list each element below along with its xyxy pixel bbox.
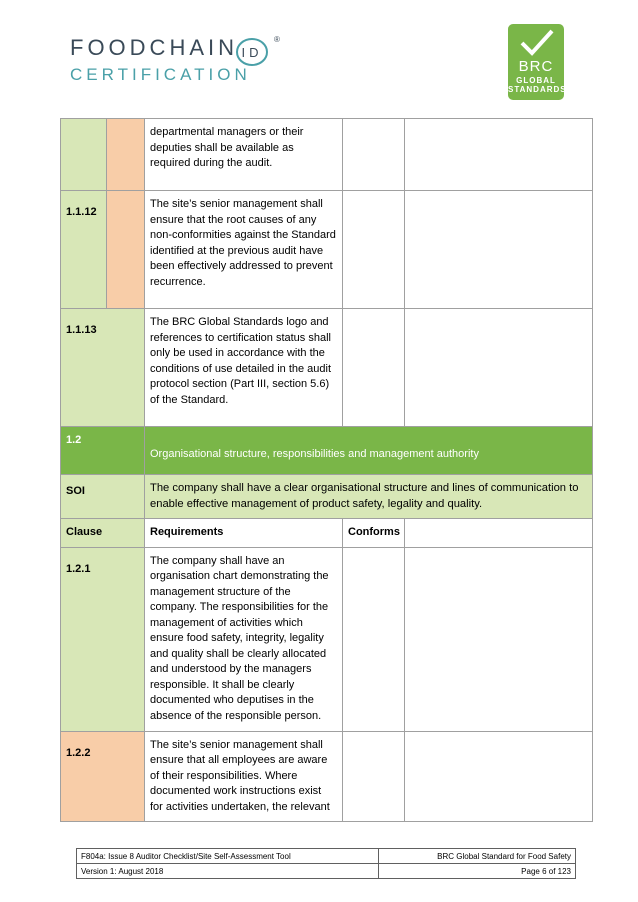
- marker-cell: [107, 191, 145, 309]
- requirement-text: The company shall have an organisation chart demonstrating the management structure of the company. The responsibilities for the management of activities which ensure food safety, integrity, legality and quality shall be clearly allocated and understood by the managers responsible. It shall be clearly documented who deputises in the absence of the responsible person.: [145, 547, 343, 731]
- soi-text: The company shall have a clear organisational structure and lines of communication to enable effective management of product safety, legality and quality.: [145, 475, 593, 519]
- checklist-table: [60, 118, 593, 822]
- checkmark-icon: [516, 28, 556, 58]
- requirement-text: The site’s senior management shall ensure that the root causes of any non-conformities against the Standard identified at the previous audit have been effectively addressed to prevent recurrence.: [145, 191, 343, 309]
- section-row: [61, 427, 593, 475]
- comments-cell[interactable]: [405, 547, 593, 731]
- conforms-cell[interactable]: [343, 191, 405, 309]
- logo-text-certification: CERTIFICATION: [70, 65, 251, 84]
- clause-number: 1.1.12: [61, 191, 107, 309]
- footer-standard: BRC Global Standard for Food Safety: [378, 849, 575, 864]
- brc-global-text: [508, 76, 567, 94]
- marker-cell: [107, 119, 145, 191]
- footer-version: Version 1: August 2018: [77, 864, 379, 879]
- logo-line1: [70, 35, 284, 61]
- page-footer: [76, 848, 576, 879]
- header-row: [61, 519, 593, 548]
- brc-global: GLOBAL: [516, 76, 556, 85]
- comments-cell[interactable]: [405, 119, 593, 191]
- clause-number: 1.2.1: [61, 547, 145, 731]
- column-header-requirements: Requirements: [145, 519, 343, 548]
- conforms-cell[interactable]: [343, 731, 405, 822]
- table-row: [61, 309, 593, 427]
- registered-mark: ®: [274, 35, 284, 44]
- soi-label: SOI: [61, 475, 145, 519]
- brc-logo: [508, 24, 567, 100]
- brc-text: BRC: [518, 58, 554, 75]
- foodchain-logo: [70, 35, 284, 85]
- section-number: 1.2: [61, 427, 145, 475]
- column-header-clause: Clause: [61, 519, 145, 548]
- logo-text-foodchain: FOODCHAIN: [70, 35, 238, 60]
- clause-number: 1.2.2: [61, 731, 145, 822]
- id-badge-icon: [235, 37, 269, 67]
- section-title: Organisational structure, responsibilities and management authority: [145, 427, 593, 475]
- table-row: [61, 119, 593, 191]
- requirement-text: The BRC Global Standards logo and references to certification status shall only be used in accordance with the conditions of use detailed in the audit protocol section (Part III, section 5.6) of the Standard.: [145, 309, 343, 427]
- id-badge-text: ID: [241, 45, 263, 60]
- conforms-cell[interactable]: [343, 309, 405, 427]
- requirement-text: departmental managers or their deputies shall be available as required during the audit.: [145, 119, 343, 191]
- requirement-text: The site’s senior management shall ensure that all employees are aware of their responsibilities. Where documented work instructions exist for activities undertaken, the relevant: [145, 731, 343, 822]
- comments-cell[interactable]: [405, 309, 593, 427]
- column-header-conforms: Conforms: [343, 519, 405, 548]
- brc-standards: STANDARDS: [508, 85, 567, 94]
- table-row: [61, 547, 593, 731]
- clause-cell: [61, 119, 107, 191]
- footer-page-number: Page 6 of 123: [378, 864, 575, 879]
- soi-row: [61, 475, 593, 519]
- footer-document: F804a: Issue 8 Auditor Checklist/Site Self-Assessment Tool: [77, 849, 379, 864]
- table-row: [61, 191, 593, 309]
- comments-cell[interactable]: [405, 731, 593, 822]
- conforms-cell[interactable]: [343, 547, 405, 731]
- conforms-cell[interactable]: [343, 119, 405, 191]
- clause-number: 1.1.13: [61, 309, 145, 427]
- comments-cell[interactable]: [405, 191, 593, 309]
- table-row: [61, 731, 593, 822]
- column-header-comments: [405, 519, 593, 548]
